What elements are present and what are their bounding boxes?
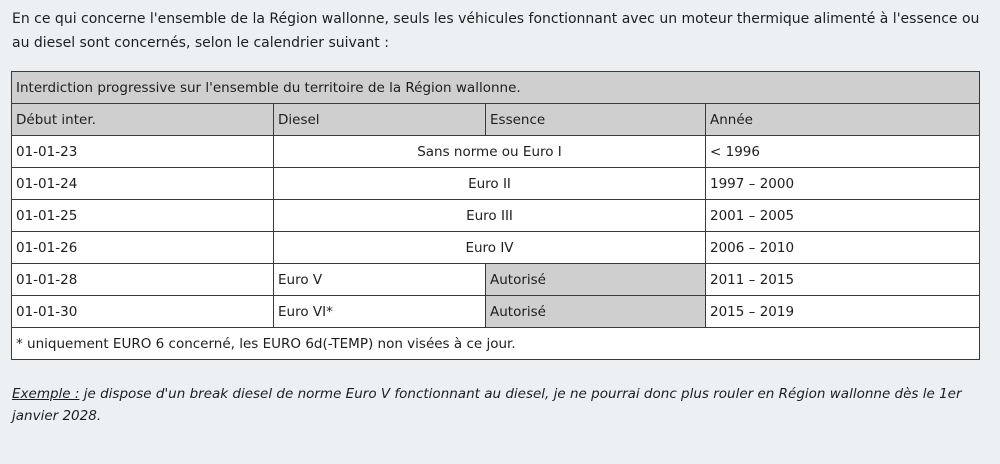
cell-year: 2015 – 2019 bbox=[706, 296, 980, 328]
table-header-row bbox=[12, 104, 980, 136]
cell-year: 1997 – 2000 bbox=[706, 168, 980, 200]
cell-diesel: Euro VI* bbox=[274, 296, 486, 328]
header-start-date: Début inter. bbox=[12, 104, 274, 136]
example-label: Exemple : bbox=[12, 386, 80, 402]
header-diesel: Diesel bbox=[274, 104, 486, 136]
cell-date: 01-01-25 bbox=[12, 200, 274, 232]
cell-date: 01-01-28 bbox=[12, 264, 274, 296]
cell-year: 2001 – 2005 bbox=[706, 200, 980, 232]
cell-year: 2011 – 2015 bbox=[706, 264, 980, 296]
header-year: Année bbox=[706, 104, 980, 136]
header-essence: Essence bbox=[486, 104, 706, 136]
cell-year: < 1996 bbox=[706, 136, 980, 168]
cell-date: 01-01-26 bbox=[12, 232, 274, 264]
cell-date: 01-01-30 bbox=[12, 296, 274, 328]
table-row bbox=[12, 232, 980, 264]
table-footnote: * uniquement EURO 6 concerné, les EURO 6d(-TEMP) non visées à ce jour. bbox=[12, 328, 980, 360]
cell-norm: Euro II bbox=[274, 168, 706, 200]
example-text: je dispose d'un break diesel de norme Euro V fonctionnant au diesel, je ne pourrai donc plus rouler en Région wallonne dès le 1er janvier 2028. bbox=[12, 386, 962, 424]
table-footnote-row bbox=[12, 328, 980, 360]
table-row bbox=[12, 136, 980, 168]
table-row bbox=[12, 296, 980, 328]
cell-essence: Autorisé bbox=[486, 264, 706, 296]
cell-essence: Autorisé bbox=[486, 296, 706, 328]
table-caption-row bbox=[12, 72, 980, 104]
ban-schedule-table bbox=[11, 71, 980, 360]
table-row bbox=[12, 264, 980, 296]
cell-date: 01-01-23 bbox=[12, 136, 274, 168]
cell-year: 2006 – 2010 bbox=[706, 232, 980, 264]
intro-paragraph: En ce qui concerne l'ensemble de la Région wallonne, seuls les véhicules fonctionnant avec un moteur thermique alimenté à l'essence ou au diesel sont concernés, selon le calendrier suivant : bbox=[12, 11, 980, 51]
cell-norm: Sans norme ou Euro I bbox=[274, 136, 706, 168]
example-paragraph bbox=[12, 383, 972, 427]
cell-date: 01-01-24 bbox=[12, 168, 274, 200]
cell-diesel: Euro V bbox=[274, 264, 486, 296]
cell-norm: Euro III bbox=[274, 200, 706, 232]
table-caption: Interdiction progressive sur l'ensemble du territoire de la Région wallonne. bbox=[12, 72, 980, 104]
table-row bbox=[12, 168, 980, 200]
cell-norm: Euro IV bbox=[274, 232, 706, 264]
table-row bbox=[12, 200, 980, 232]
